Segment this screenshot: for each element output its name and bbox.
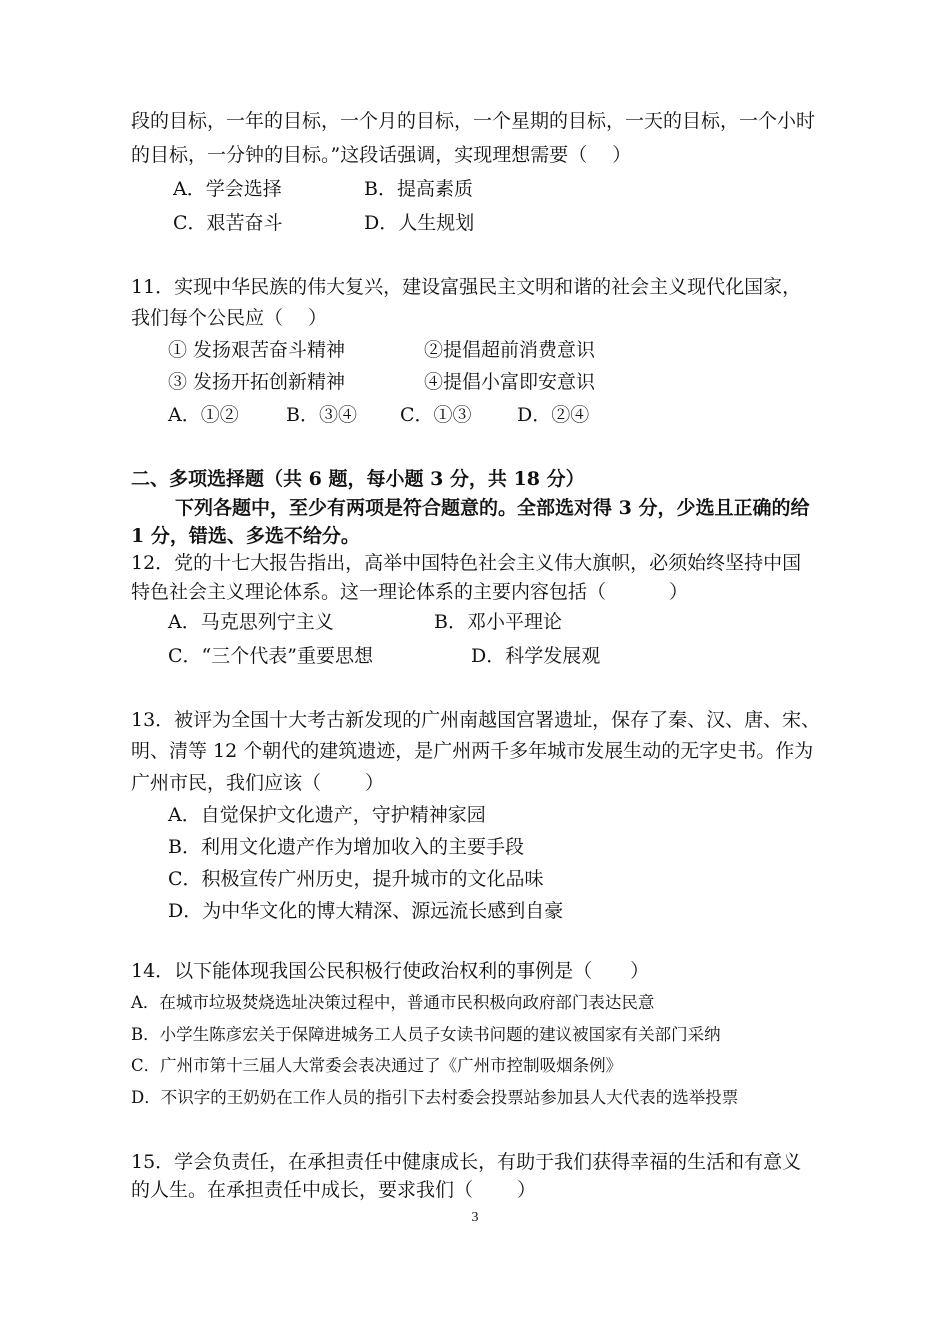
q10-option-d: D．人生规划: [364, 212, 475, 234]
q10-option-b: B．提高素质: [364, 178, 473, 200]
q13-option-d: D．为中华文化的博大精深、源远流长感到自豪: [168, 900, 564, 922]
q11-option-b: B．③④: [286, 404, 357, 426]
q10-option-a: A．学会选择: [173, 178, 282, 200]
q12-option-d: D．科学发展观: [471, 645, 601, 667]
section-2-instructions-line-1: 下列各题中，至少有两项是符合题意的。全部选对得 3 分，少选且正确的给: [175, 497, 810, 519]
q14-option-a: A．在城市垃圾焚烧选址决策过程中，普通市民积极向政府部门表达民意: [131, 993, 655, 1012]
q11-option-d: D．②④: [517, 404, 590, 426]
page-number: 3: [471, 1210, 479, 1225]
q14-option-d: D．不识字的王奶奶在工作人员的指引下去村委会投票站参加县人大代表的选举投票: [131, 1088, 739, 1107]
q15-stem-line-1: 15．学会负责任，在承担责任中健康成长，有助于我们获得幸福的生活和有意义: [131, 1151, 802, 1173]
q14-stem: 14．以下能体现我国公民积极行使政治权利的事例是（ ）: [131, 960, 650, 982]
q13-option-c: C．积极宣传广州历史，提升城市的文化品味: [168, 868, 544, 890]
q12-option-a: A．马克思列宁主义: [168, 611, 334, 633]
q14-option-c: C．广州市第十三届人大常委会表决通过了《广州市控制吸烟条例》: [131, 1056, 623, 1075]
q11-statement-3: ③ 发扬开拓创新精神: [168, 371, 346, 393]
q10-option-c: C．艰苦奋斗: [173, 212, 283, 234]
q11-statement-2: ②提倡超前消费意识: [424, 339, 596, 361]
q11-statement-1: ① 发扬艰苦奋斗精神: [168, 339, 346, 361]
q11-option-a: A．①②: [168, 404, 239, 426]
q13-option-a: A．自觉保护文化遗产，守护精神家园: [168, 804, 486, 826]
section-2-instructions-line-2: 1 分，错选、多选不给分。: [131, 525, 360, 547]
section-2-heading: 二、多项选择题（共 6 题，每小题 3 分，共 18 分）: [131, 468, 585, 490]
q11-statement-4: ④提倡小富即安意识: [424, 371, 596, 393]
q13-stem-line-3: 广州市民，我们应该（ ）: [131, 772, 385, 794]
q11-stem-line-2: 我们每个公民应（ ）: [131, 307, 328, 329]
q12-option-b: B．邓小平理论: [434, 611, 562, 633]
q13-option-b: B．利用文化遗产作为增加收入的主要手段: [168, 836, 524, 858]
q14-option-b: B．小学生陈彦宏关于保障进城务工人员子女读书问题的建议被国家有关部门采纳: [131, 1025, 721, 1044]
q10-stem-line-1: 段的目标，一年的目标，一个月的目标，一个星期的目标，一天的目标，一个小时: [131, 110, 816, 132]
q15-stem-line-2: 的人生。在承担责任中成长，要求我们（ ）: [131, 1179, 537, 1201]
q11-option-c: C．①③: [400, 404, 472, 426]
q11-stem-line-1: 11．实现中华民族的伟大复兴，建设富强民主文明和谐的社会主义现代化国家，: [131, 276, 802, 298]
q12-option-c: C．“三个代表”重要思想: [168, 645, 373, 667]
q12-stem-line-2: 特色社会主义理论体系。这一理论体系的主要内容包括（ ）: [131, 581, 689, 603]
q12-stem-line-1: 12．党的十七大报告指出，高举中国特色社会主义伟大旗帜，必须始终坚持中国: [131, 552, 802, 574]
q10-stem-line-2: 的目标，一分钟的目标。”这段话强调，实现理想需要（ ）: [131, 144, 632, 166]
q13-stem-line-1: 13．被评为全国十大考古新发现的广州南越国宫署遗址，保存了秦、汉、唐、宋、: [131, 709, 821, 731]
q13-stem-line-2: 明、清等 12 个朝代的建筑遗迹，是广州两千多年城市发展生动的无字史书。作为: [131, 740, 814, 762]
